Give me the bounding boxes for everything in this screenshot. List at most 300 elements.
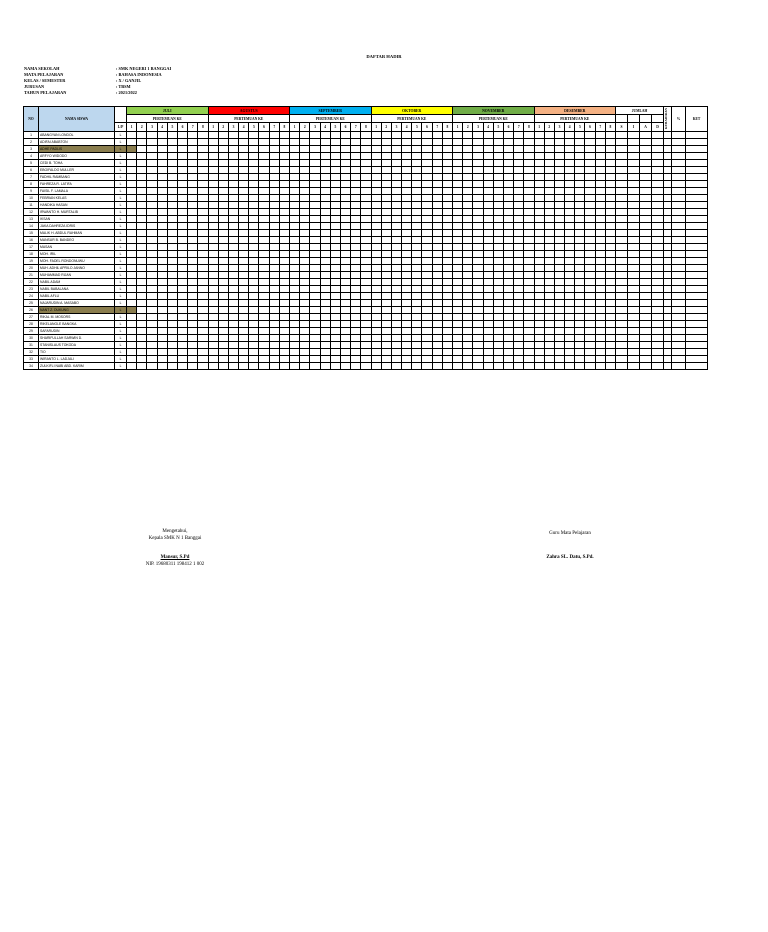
attendance-cell bbox=[554, 223, 564, 230]
attendance-cell bbox=[453, 279, 463, 286]
attendance-cell bbox=[565, 258, 575, 265]
attendance-cell bbox=[381, 132, 391, 139]
attendance-cell bbox=[320, 195, 330, 202]
student-no: 15 bbox=[24, 230, 39, 237]
attendance-cell bbox=[640, 146, 652, 153]
attendance-cell bbox=[686, 244, 708, 251]
attendance-cell bbox=[198, 300, 208, 307]
attendance-cell bbox=[544, 188, 554, 195]
attendance-cell bbox=[259, 286, 269, 293]
attendance-cell bbox=[422, 279, 432, 286]
student-no: 12 bbox=[24, 209, 39, 216]
attendance-cell bbox=[652, 258, 664, 265]
attendance-cell bbox=[381, 167, 391, 174]
attendance-cell bbox=[249, 132, 259, 139]
header-meeting-number: 1 bbox=[127, 123, 137, 132]
attendance-cell bbox=[279, 181, 289, 188]
attendance-cell bbox=[269, 237, 279, 244]
attendance-cell bbox=[565, 307, 575, 314]
attendance-cell bbox=[361, 321, 371, 328]
attendance-cell bbox=[640, 321, 652, 328]
attendance-cell bbox=[628, 174, 640, 181]
attendance-cell bbox=[628, 153, 640, 160]
attendance-cell bbox=[432, 335, 442, 342]
table-row bbox=[24, 146, 708, 153]
attendance-cell bbox=[218, 167, 228, 174]
attendance-cell bbox=[652, 349, 664, 356]
attendance-cell bbox=[198, 188, 208, 195]
attendance-cell bbox=[432, 132, 442, 139]
attendance-cell bbox=[228, 258, 238, 265]
attendance-cell bbox=[330, 188, 340, 195]
info-key: JURUSAN bbox=[24, 84, 45, 89]
attendance-cell bbox=[310, 244, 320, 251]
attendance-cell bbox=[208, 363, 218, 370]
attendance-cell bbox=[402, 216, 412, 223]
attendance-cell bbox=[290, 293, 300, 300]
attendance-cell bbox=[640, 216, 652, 223]
header-pertemuan: PERTEMUAN KE bbox=[453, 115, 535, 123]
attendance-cell bbox=[320, 363, 330, 370]
attendance-cell bbox=[269, 223, 279, 230]
attendance-cell bbox=[493, 314, 503, 321]
student-no: 18 bbox=[24, 251, 39, 258]
attendance-cell bbox=[402, 321, 412, 328]
attendance-cell bbox=[686, 349, 708, 356]
attendance-cell bbox=[147, 160, 157, 167]
attendance-cell bbox=[177, 321, 187, 328]
attendance-cell bbox=[483, 321, 493, 328]
attendance-cell bbox=[167, 328, 177, 335]
attendance-cell bbox=[524, 321, 534, 328]
attendance-cell bbox=[157, 265, 167, 272]
attendance-cell bbox=[391, 265, 401, 272]
attendance-cell bbox=[554, 153, 564, 160]
attendance-cell bbox=[453, 328, 463, 335]
attendance-cell bbox=[628, 195, 640, 202]
attendance-cell bbox=[391, 321, 401, 328]
attendance-cell bbox=[351, 349, 361, 356]
attendance-cell bbox=[157, 328, 167, 335]
attendance-cell bbox=[544, 237, 554, 244]
attendance-cell bbox=[686, 139, 708, 146]
attendance-cell bbox=[544, 349, 554, 356]
attendance-cell bbox=[463, 251, 473, 258]
attendance-cell bbox=[361, 314, 371, 321]
attendance-cell bbox=[664, 195, 672, 202]
header-meeting-number: 5 bbox=[493, 123, 503, 132]
attendance-cell bbox=[249, 153, 259, 160]
attendance-cell bbox=[127, 244, 137, 251]
student-name: IRWANTO H. MURTALIB bbox=[39, 209, 115, 216]
table-row bbox=[24, 335, 708, 342]
attendance-cell bbox=[310, 237, 320, 244]
attendance-cell bbox=[259, 244, 269, 251]
attendance-cell bbox=[371, 195, 381, 202]
attendance-cell bbox=[565, 216, 575, 223]
attendance-cell bbox=[330, 244, 340, 251]
header-meeting-number: 2 bbox=[218, 123, 228, 132]
attendance-cell bbox=[300, 300, 310, 307]
attendance-cell bbox=[147, 216, 157, 223]
attendance-cell bbox=[453, 321, 463, 328]
attendance-cell bbox=[188, 153, 198, 160]
attendance-cell bbox=[686, 286, 708, 293]
attendance-cell bbox=[664, 356, 672, 363]
header-meeting-number: 2 bbox=[544, 123, 554, 132]
attendance-cell bbox=[157, 356, 167, 363]
attendance-cell bbox=[340, 167, 350, 174]
attendance-cell bbox=[391, 181, 401, 188]
student-name: MOH. FADEL RONDONUWU bbox=[39, 258, 115, 265]
attendance-cell bbox=[208, 349, 218, 356]
attendance-cell bbox=[442, 244, 452, 251]
attendance-cell bbox=[208, 356, 218, 363]
attendance-cell bbox=[473, 293, 483, 300]
attendance-cell bbox=[320, 328, 330, 335]
attendance-cell bbox=[640, 195, 652, 202]
attendance-cell bbox=[351, 335, 361, 342]
attendance-cell bbox=[554, 272, 564, 279]
attendance-cell bbox=[493, 265, 503, 272]
student-no: 25 bbox=[24, 300, 39, 307]
attendance-cell bbox=[310, 174, 320, 181]
attendance-cell bbox=[391, 272, 401, 279]
attendance-cell bbox=[137, 356, 147, 363]
attendance-cell bbox=[575, 237, 585, 244]
attendance-cell bbox=[147, 258, 157, 265]
attendance-cell bbox=[503, 251, 513, 258]
attendance-cell bbox=[664, 188, 672, 195]
attendance-cell bbox=[177, 216, 187, 223]
attendance-cell bbox=[228, 181, 238, 188]
attendance-cell bbox=[575, 209, 585, 216]
attendance-cell bbox=[442, 349, 452, 356]
attendance-cell bbox=[422, 195, 432, 202]
attendance-cell bbox=[259, 195, 269, 202]
attendance-cell bbox=[544, 258, 554, 265]
attendance-cell bbox=[137, 174, 147, 181]
attendance-cell bbox=[534, 300, 544, 307]
attendance-cell bbox=[239, 181, 249, 188]
attendance-cell bbox=[167, 286, 177, 293]
attendance-cell bbox=[514, 314, 524, 321]
student-no: 2 bbox=[24, 139, 39, 146]
attendance-cell bbox=[330, 251, 340, 258]
attendance-cell bbox=[534, 237, 544, 244]
attendance-cell bbox=[585, 167, 595, 174]
attendance-cell bbox=[640, 251, 652, 258]
attendance-cell bbox=[208, 251, 218, 258]
attendance-cell bbox=[628, 132, 640, 139]
attendance-cell bbox=[628, 181, 640, 188]
attendance-cell bbox=[585, 356, 595, 363]
attendance-cell bbox=[640, 349, 652, 356]
attendance-cell bbox=[239, 335, 249, 342]
attendance-cell bbox=[585, 321, 595, 328]
student-no: 10 bbox=[24, 195, 39, 202]
attendance-cell bbox=[524, 342, 534, 349]
attendance-cell bbox=[269, 209, 279, 216]
attendance-cell bbox=[371, 251, 381, 258]
attendance-cell bbox=[300, 223, 310, 230]
attendance-cell bbox=[605, 279, 615, 286]
attendance-cell bbox=[493, 132, 503, 139]
attendance-cell bbox=[290, 321, 300, 328]
attendance-cell bbox=[554, 335, 564, 342]
attendance-cell bbox=[157, 321, 167, 328]
attendance-cell bbox=[652, 286, 664, 293]
attendance-cell bbox=[188, 314, 198, 321]
attendance-cell bbox=[177, 258, 187, 265]
attendance-cell bbox=[686, 293, 708, 300]
attendance-cell bbox=[249, 321, 259, 328]
student-lp: L bbox=[115, 174, 127, 181]
attendance-cell bbox=[402, 258, 412, 265]
attendance-cell bbox=[503, 139, 513, 146]
attendance-cell bbox=[371, 230, 381, 237]
header-month: AGUSTUS bbox=[208, 107, 290, 115]
attendance-cell bbox=[442, 286, 452, 293]
attendance-cell bbox=[188, 328, 198, 335]
attendance-cell bbox=[473, 314, 483, 321]
attendance-cell bbox=[585, 328, 595, 335]
attendance-cell bbox=[167, 195, 177, 202]
attendance-cell bbox=[402, 237, 412, 244]
attendance-cell bbox=[686, 328, 708, 335]
attendance-cell bbox=[198, 279, 208, 286]
attendance-cell bbox=[686, 307, 708, 314]
attendance-cell bbox=[188, 181, 198, 188]
attendance-cell bbox=[432, 153, 442, 160]
attendance-cell bbox=[595, 153, 605, 160]
attendance-cell bbox=[279, 349, 289, 356]
attendance-cell bbox=[422, 293, 432, 300]
attendance-cell bbox=[473, 349, 483, 356]
attendance-cell bbox=[503, 195, 513, 202]
attendance-cell bbox=[188, 132, 198, 139]
attendance-cell bbox=[503, 363, 513, 370]
attendance-cell bbox=[605, 174, 615, 181]
attendance-cell bbox=[493, 342, 503, 349]
attendance-cell bbox=[554, 293, 564, 300]
student-name: MUH. ADHIL APRILO JANNO bbox=[39, 265, 115, 272]
attendance-cell bbox=[616, 349, 628, 356]
attendance-cell bbox=[422, 328, 432, 335]
attendance-cell bbox=[198, 258, 208, 265]
attendance-cell bbox=[640, 160, 652, 167]
attendance-cell bbox=[228, 195, 238, 202]
attendance-cell bbox=[412, 293, 422, 300]
attendance-cell bbox=[453, 251, 463, 258]
attendance-cell bbox=[585, 286, 595, 293]
attendance-cell bbox=[628, 342, 640, 349]
attendance-cell bbox=[422, 251, 432, 258]
attendance-cell bbox=[279, 251, 289, 258]
attendance-cell bbox=[544, 181, 554, 188]
attendance-cell bbox=[565, 349, 575, 356]
attendance-cell bbox=[269, 314, 279, 321]
attendance-cell bbox=[616, 258, 628, 265]
attendance-cell bbox=[463, 153, 473, 160]
attendance-cell bbox=[544, 244, 554, 251]
attendance-cell bbox=[402, 363, 412, 370]
attendance-cell bbox=[544, 174, 554, 181]
attendance-cell bbox=[402, 230, 412, 237]
attendance-cell bbox=[157, 342, 167, 349]
attendance-cell bbox=[514, 146, 524, 153]
attendance-cell bbox=[157, 237, 167, 244]
attendance-cell bbox=[361, 342, 371, 349]
attendance-cell bbox=[503, 174, 513, 181]
attendance-cell bbox=[640, 307, 652, 314]
attendance-cell bbox=[422, 307, 432, 314]
attendance-cell bbox=[483, 237, 493, 244]
header-meeting-number: 6 bbox=[259, 123, 269, 132]
attendance-cell bbox=[585, 342, 595, 349]
attendance-cell bbox=[239, 139, 249, 146]
attendance-cell bbox=[503, 223, 513, 230]
table-row bbox=[24, 195, 708, 202]
attendance-cell bbox=[340, 244, 350, 251]
attendance-cell bbox=[279, 188, 289, 195]
attendance-cell bbox=[228, 230, 238, 237]
attendance-cell bbox=[534, 223, 544, 230]
attendance-cell bbox=[412, 216, 422, 223]
attendance-cell bbox=[483, 286, 493, 293]
attendance-cell bbox=[422, 174, 432, 181]
attendance-cell bbox=[483, 230, 493, 237]
attendance-cell bbox=[279, 286, 289, 293]
attendance-cell bbox=[422, 132, 432, 139]
attendance-cell bbox=[514, 195, 524, 202]
attendance-cell bbox=[473, 181, 483, 188]
student-name: FEBRIAN KELAS bbox=[39, 195, 115, 202]
attendance-cell bbox=[402, 328, 412, 335]
attendance-cell bbox=[167, 258, 177, 265]
attendance-cell bbox=[473, 307, 483, 314]
attendance-cell bbox=[442, 188, 452, 195]
attendance-cell bbox=[330, 328, 340, 335]
attendance-cell bbox=[198, 293, 208, 300]
attendance-cell bbox=[310, 216, 320, 223]
attendance-cell bbox=[463, 321, 473, 328]
attendance-cell bbox=[585, 237, 595, 244]
attendance-cell bbox=[279, 160, 289, 167]
attendance-cell bbox=[664, 321, 672, 328]
attendance-cell bbox=[483, 314, 493, 321]
attendance-cell bbox=[585, 272, 595, 279]
attendance-cell bbox=[483, 209, 493, 216]
header-meeting-number: 2 bbox=[137, 123, 147, 132]
attendance-cell bbox=[493, 328, 503, 335]
attendance-cell bbox=[442, 321, 452, 328]
attendance-cell bbox=[514, 188, 524, 195]
attendance-cell bbox=[320, 307, 330, 314]
attendance-cell bbox=[664, 258, 672, 265]
attendance-cell bbox=[652, 300, 664, 307]
attendance-cell bbox=[310, 258, 320, 265]
attendance-cell bbox=[198, 321, 208, 328]
attendance-cell bbox=[686, 356, 708, 363]
attendance-cell bbox=[672, 279, 686, 286]
attendance-cell bbox=[640, 237, 652, 244]
attendance-cell bbox=[239, 223, 249, 230]
attendance-cell bbox=[147, 265, 157, 272]
attendance-cell bbox=[259, 181, 269, 188]
attendance-cell bbox=[524, 146, 534, 153]
attendance-cell bbox=[361, 230, 371, 237]
attendance-cell bbox=[463, 244, 473, 251]
attendance-cell bbox=[575, 335, 585, 342]
attendance-cell bbox=[177, 342, 187, 349]
attendance-cell bbox=[493, 195, 503, 202]
attendance-cell bbox=[391, 153, 401, 160]
attendance-cell bbox=[493, 272, 503, 279]
attendance-cell bbox=[605, 195, 615, 202]
student-name: MASAN bbox=[39, 244, 115, 251]
attendance-cell bbox=[412, 153, 422, 160]
student-lp: L bbox=[115, 265, 127, 272]
attendance-cell bbox=[628, 265, 640, 272]
attendance-cell bbox=[340, 251, 350, 258]
attendance-cell bbox=[177, 132, 187, 139]
attendance-cell bbox=[147, 356, 157, 363]
attendance-cell bbox=[686, 167, 708, 174]
attendance-cell bbox=[473, 244, 483, 251]
attendance-cell bbox=[198, 286, 208, 293]
attendance-cell bbox=[544, 328, 554, 335]
attendance-cell bbox=[554, 244, 564, 251]
attendance-cell bbox=[310, 328, 320, 335]
attendance-cell bbox=[453, 209, 463, 216]
header-meeting-number: 5 bbox=[167, 123, 177, 132]
attendance-cell bbox=[514, 132, 524, 139]
attendance-cell bbox=[300, 314, 310, 321]
attendance-cell bbox=[514, 356, 524, 363]
header-pertemuan: PERTEMUAN KE bbox=[127, 115, 209, 123]
attendance-cell bbox=[534, 216, 544, 223]
attendance-cell bbox=[391, 244, 401, 251]
attendance-cell bbox=[371, 237, 381, 244]
student-lp: L bbox=[115, 307, 127, 314]
attendance-cell bbox=[534, 188, 544, 195]
attendance-cell bbox=[575, 265, 585, 272]
attendance-cell bbox=[259, 153, 269, 160]
attendance-cell bbox=[279, 132, 289, 139]
attendance-cell bbox=[432, 265, 442, 272]
attendance-cell bbox=[249, 230, 259, 237]
attendance-cell bbox=[432, 202, 442, 209]
attendance-cell bbox=[147, 286, 157, 293]
attendance-cell bbox=[432, 181, 442, 188]
attendance-cell bbox=[290, 174, 300, 181]
attendance-cell bbox=[371, 181, 381, 188]
student-name: ABANGYAN LONDOL bbox=[39, 132, 115, 139]
attendance-cell bbox=[381, 195, 391, 202]
student-name: NABIL AFLU bbox=[39, 293, 115, 300]
attendance-cell bbox=[652, 251, 664, 258]
attendance-cell bbox=[686, 209, 708, 216]
student-name: MOH. IRIL bbox=[39, 251, 115, 258]
attendance-cell bbox=[493, 181, 503, 188]
attendance-cell bbox=[218, 356, 228, 363]
student-no: 27 bbox=[24, 314, 39, 321]
attendance-cell bbox=[432, 209, 442, 216]
attendance-cell bbox=[453, 258, 463, 265]
attendance-cell bbox=[290, 286, 300, 293]
attendance-cell bbox=[664, 139, 672, 146]
